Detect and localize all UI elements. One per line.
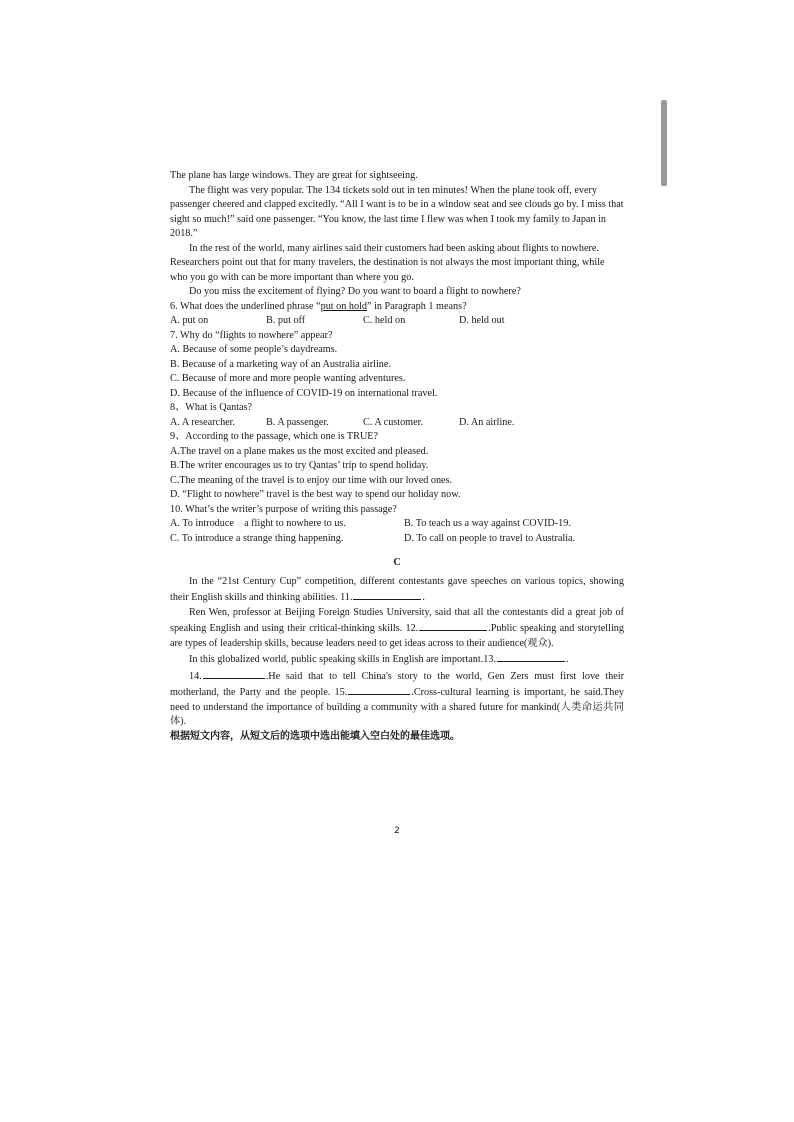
section-heading-c: C <box>393 557 401 568</box>
blank-15 <box>348 684 410 695</box>
option-d: D. An airline. <box>459 416 515 428</box>
question-6-options <box>170 314 624 329</box>
document-page <box>170 169 624 744</box>
underlined-phrase: put on hold <box>320 300 368 312</box>
question-6-stem: 6. What does the underlined phrase “put on hold” in Paragraph 1 means? <box>170 300 467 312</box>
question-10-options-row-1 <box>170 517 624 532</box>
question-10-options-row-2 <box>170 532 624 547</box>
passage-c-paragraph-1: In the “21st Century Cup” competition, different contestants gave speeches on various topics, showing their English skills and thinking abilities. 11. . <box>170 575 624 603</box>
blank-12 <box>419 620 487 631</box>
scrollbar-thumb[interactable] <box>661 100 667 186</box>
question-7-option-b: B. Because of a marketing way of an Australia airline. <box>170 358 391 370</box>
question-9-stem: 9、According to the passage, which one is TRUE? <box>170 431 379 442</box>
option-a: A. To introduce a flight to nowhere to us. <box>170 518 346 529</box>
blank-14 <box>203 668 265 679</box>
question-7-option-d: D. Because of the influence of COVID-19 on international travel. <box>170 387 438 399</box>
page-number: 2 <box>394 826 400 836</box>
blank-13 <box>497 651 565 662</box>
question-10-stem: 10. What’s the writer’s purpose of writing this passage? <box>170 503 397 515</box>
option-c: C. held on <box>363 315 406 326</box>
passage-c-paragraph-4: 14. .He said that to tell China's story to the world, Gen Zers must first love their motherland, the Party and the people. 15. .Cross-cultural learning is important, he said.They need to understand the importance of building a community with a shared future for mankind(人类命运共同体). <box>170 668 624 730</box>
passage-b-paragraph-2: The flight was very popular. The 134 tickets sold out in ten minutes! When the plane took off, every passenger cheered and clapped excitedly. “All I want is to be in a window seat and see clouds go by. I miss that sight so much!” said one passenger. “You know, the last time I flew was when I took my family to Japan in 2018.” <box>170 184 624 239</box>
option-b: B. put off <box>266 315 306 326</box>
passage-b-paragraph-4: Do you miss the excitement of flying? Do you want to board a flight to nowhere? <box>189 286 521 297</box>
option-b: B. A passenger. <box>266 416 329 428</box>
option-a: A. put on <box>170 315 209 326</box>
passage-b-paragraph-3: In the rest of the world, many airlines said their customers had been asking about flights to nowhere. Researchers point out that for many travelers, the destination is not always the most important thing, while who you go with can be more important than where you go. <box>170 242 605 283</box>
instruction-text: 根据短文内容，从短文后的选项中选出能填入空白处的最佳选项。 <box>170 730 460 742</box>
question-7-stem: 7. Why do “flights to nowhere” appear? <box>170 329 333 341</box>
passage-c-paragraph-3: In this globalized world, public speaking skills in English are important.13. . <box>170 651 624 668</box>
question-9-option-d: D. “Flight to nowhere” travel is the best way to spend our holiday now. <box>170 489 461 500</box>
option-c: C. A customer. <box>363 416 423 428</box>
option-d: D. To call on people to travel to Australia. <box>404 532 576 544</box>
question-9-option-b: B.The writer encourages us to try Qantas’ trip to spend holiday. <box>170 460 429 471</box>
question-7-option-c: C. Because of more and more people wanting adventures. <box>170 373 406 384</box>
blank-11 <box>353 589 421 600</box>
question-8-options <box>170 416 624 431</box>
option-c: C. To introduce a strange thing happening. <box>170 532 344 544</box>
question-8-stem: 8、What is Qantas? <box>170 402 253 413</box>
option-d: D. held out <box>459 315 505 326</box>
option-b: B. To teach us a way against COVID-19. <box>404 518 571 529</box>
question-7-option-a: A. Because of some people’s daydreams. <box>170 344 338 355</box>
question-9-option-c: C.The meaning of the travel is to enjoy our time with our loved ones. <box>170 474 453 486</box>
question-9-option-a: A.The travel on a plane makes us the most excited and pleased. <box>170 445 429 457</box>
passage-c-paragraph-2: Ren Wen, professor at Beijing Foreign Studies University, said that all the contestants did a great job of speaking English and using their critical-thinking skills. 12. .Public speaking and storytelling are types of leadership skills, because leaders need to get ideas across to their audience(观众). <box>170 606 624 649</box>
passage-b-line-1: The plane has large windows. They are great for sightseeing. <box>170 170 418 181</box>
option-a: A. A researcher. <box>170 416 236 428</box>
